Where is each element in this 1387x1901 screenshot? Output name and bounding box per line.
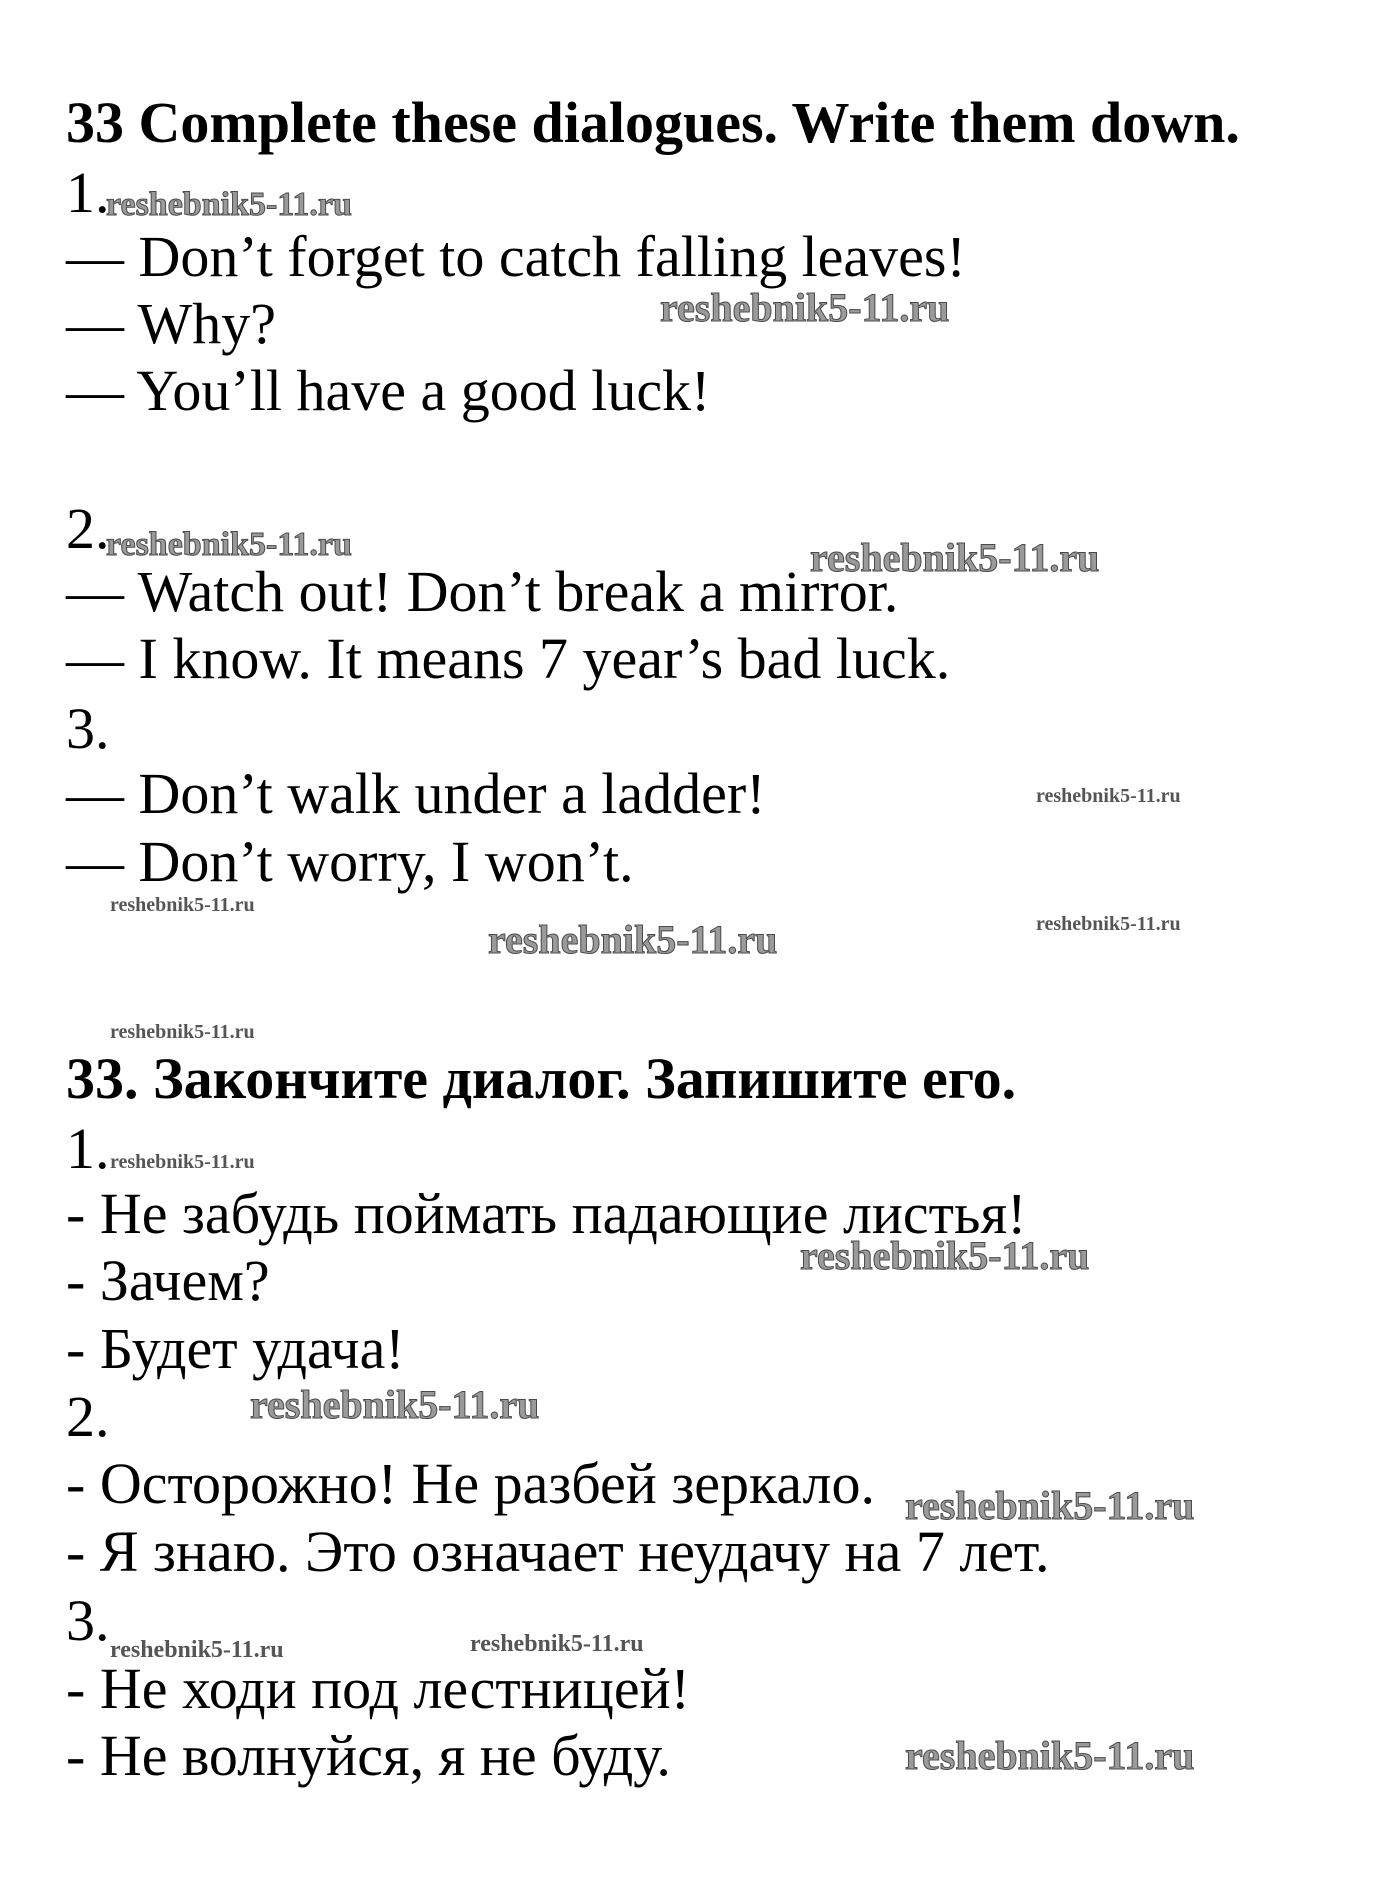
- russian-dialogue-2-line-1: - Осторожно! Не разбей зеркало.: [66, 1451, 875, 1516]
- english-dialogue-3-number: 3.: [66, 696, 110, 761]
- russian-dialogue-3-line-1: - Не ходи под лестницей!: [66, 1656, 690, 1721]
- english-dialogue-1-number: 1.: [66, 160, 110, 225]
- russian-dialogue-3-number: 3.: [66, 1588, 110, 1653]
- watermark: reshebnik5-11.ru: [106, 186, 352, 223]
- russian-dialogue-1-line-2: - Зачем?: [66, 1248, 270, 1313]
- russian-dialogue-1-number: 1.: [66, 1116, 110, 1181]
- english-dialogue-3-line-2: — Don’t worry, I won’t.: [66, 829, 634, 894]
- watermark: reshebnik5-11.ru: [110, 1637, 284, 1663]
- watermark: reshebnik5-11.ru: [110, 1151, 255, 1173]
- english-dialogue-2-line-2: — I know. It means 7 year’s bad luck.: [66, 626, 951, 691]
- watermark: reshebnik5-11.ru: [110, 894, 255, 916]
- english-dialogue-1-line-3: — You’ll have a good luck!: [66, 358, 711, 423]
- watermark: reshebnik5-11.ru: [905, 1483, 1195, 1528]
- russian-title: 33. Закончите диалог. Запишите его.: [66, 1046, 1017, 1111]
- english-dialogue-3-line-1: — Don’t walk under a ladder!: [66, 761, 766, 826]
- watermark: reshebnik5-11.ru: [810, 535, 1100, 580]
- watermark: reshebnik5-11.ru: [106, 526, 352, 563]
- english-title: 33 Complete these dialogues. Write them down.: [66, 90, 1240, 155]
- english-dialogue-1-line-1: — Don’t forget to catch falling leaves!: [66, 224, 966, 289]
- watermark: reshebnik5-11.ru: [470, 1631, 644, 1657]
- watermark: reshebnik5-11.ru: [1036, 913, 1181, 935]
- watermark: reshebnik5-11.ru: [488, 917, 778, 962]
- russian-dialogue-1-line-1: - Не забудь поймать падающие листья!: [66, 1181, 1027, 1246]
- russian-dialogue-1-line-3: - Будет удача!: [66, 1316, 405, 1381]
- watermark: reshebnik5-11.ru: [660, 285, 950, 330]
- english-dialogue-2-line-1: — Watch out! Don’t break a mirror.: [66, 559, 899, 624]
- watermark: reshebnik5-11.ru: [250, 1382, 540, 1427]
- watermark: reshebnik5-11.ru: [110, 1021, 255, 1043]
- watermark: reshebnik5-11.ru: [905, 1733, 1195, 1778]
- watermark: reshebnik5-11.ru: [1036, 785, 1181, 807]
- russian-dialogue-2-number: 2.: [66, 1384, 110, 1449]
- russian-dialogue-3-line-2: - Не волнуйся, я не буду.: [66, 1723, 671, 1788]
- english-dialogue-1-line-2: — Why?: [66, 291, 276, 356]
- english-dialogue-2-number: 2.: [66, 496, 110, 561]
- watermark: reshebnik5-11.ru: [800, 1233, 1090, 1278]
- russian-dialogue-2-line-2: - Я знаю. Это означает неудачу на 7 лет.: [66, 1519, 1050, 1584]
